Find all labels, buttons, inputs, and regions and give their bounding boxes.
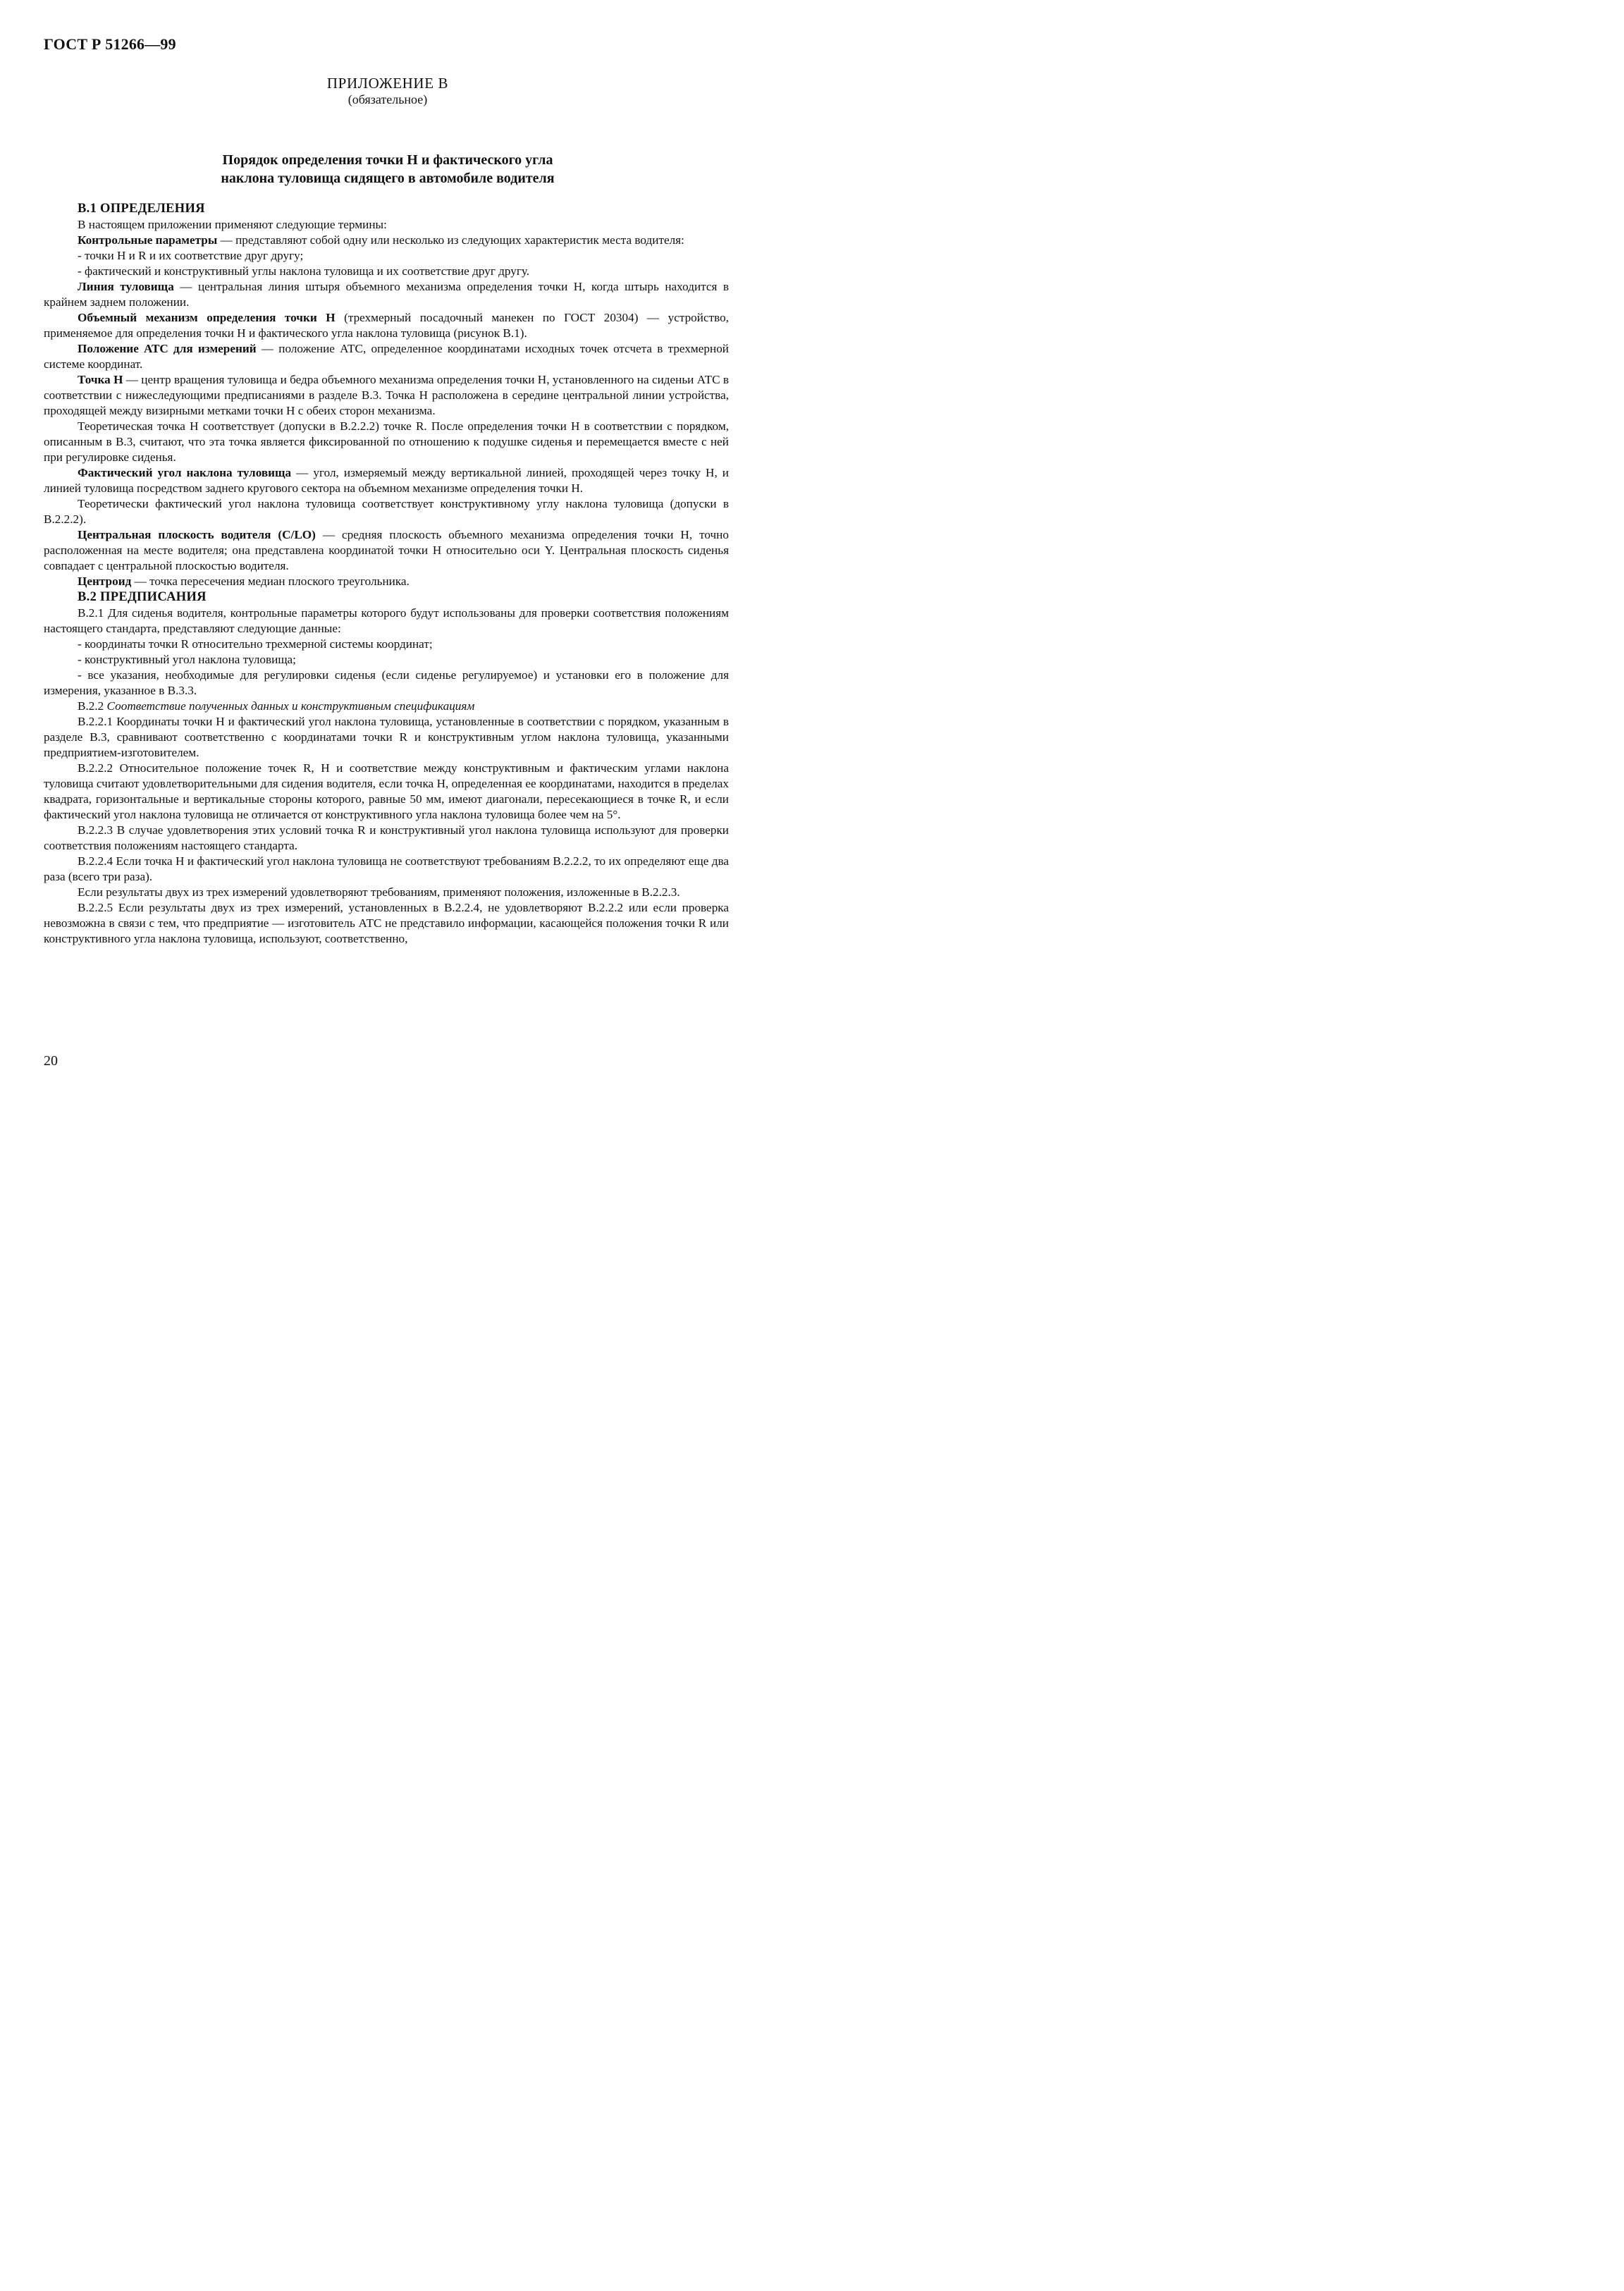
paragraph-b224-cont: Если результаты двух из трех измерений удовлетворяют требованиям, применяют положения, изложенные в В.2.2.3.	[78, 885, 680, 899]
document-title-line-1: Порядок определения точки Н и фактического угла	[222, 152, 553, 168]
definition-central-plane	[44, 527, 729, 574]
annex-title: ПРИЛОЖЕНИЕ В	[326, 75, 449, 92]
paragraph-b223: В.2.2.3 В случае удовлетворения этих условий точка R и конструктивный угол наклона туловища используют для проверки соответствия положениям настоящего стандарта.	[44, 823, 729, 852]
definition-centroid	[44, 574, 729, 589]
term-actual-angle: Фактический угол наклона туловища	[78, 466, 292, 479]
definition-text: — угол, измеряемый между вертикальной линией, проходящей через точку Н, и линией туловища посредством заднего кругового сектора на объемном механизме определения точки Н.	[44, 466, 729, 495]
document-title	[141, 151, 634, 188]
definition-control-params	[44, 233, 729, 248]
term-torso-line: Линия туловища	[78, 280, 174, 293]
document-page	[0, 0, 775, 1104]
paragraph-theoretical-h: Теоретическая точка Н соответствует (допуски в В.2.2.2) точке R. После определения точки Н в соответствии с порядком, описанным в В.3, считают, что эта точка является фиксированной по отношению к подушке сиденья и перемещается вместе с ней при регулировке сиденья.	[44, 419, 729, 464]
annex-subtitle: (обязательное)	[347, 92, 428, 106]
term-control-params: Контрольные параметры	[78, 233, 218, 247]
definition-torso-line	[44, 279, 729, 310]
paragraph-b221: В.2.2.1 Координаты точки Н и фактический угол наклона туловища, установленные в соответствии с порядком, указанным в разделе В.3, сравнивают соответственно с координатами точки R и конструктивным углом наклона туловища, указанными предприятием-изготовителем.	[44, 715, 729, 759]
definition-point-h	[44, 372, 729, 419]
definition-text: — представляют собой одну или несколько из следующих характеристик места водителя:	[217, 233, 684, 247]
document-id: ГОСТ Р 51266—99	[44, 35, 176, 53]
paragraph-theoretical-angle: Теоретически фактический угол наклона туловища соответствует конструктивному углу наклона туловища (допуски в В.2.2.2).	[44, 497, 729, 526]
paragraph-intro: В настоящем приложении применяют следующие термины:	[78, 218, 387, 231]
list-item: - конструктивный угол наклона туловища;	[78, 653, 296, 666]
paragraph-b224: В.2.2.4 Если точка Н и фактический угол наклона туловища не соответствуют требованиям В.2.2.2, то их определяют еще два раза (всего три раза).	[44, 854, 729, 883]
term-point-h: Точка Н	[78, 373, 123, 386]
paragraph-b225: В.2.2.5 Если результаты двух из трех измерений, установленных в В.2.2.4, не удовлетворяют В.2.2.2 или если проверка невозможна в связи с тем, что предприятие — изготовитель АТС не представило информации, касающейся положения точки R или конструктивного угла наклона туловища, используют, соответственно,	[44, 901, 729, 945]
term-central-plane: Центральная плоскость водителя (C/LO)	[78, 528, 316, 541]
term-h-machine: Объемный механизм определения точки Н	[78, 311, 336, 324]
page-number: 20	[44, 1053, 58, 1069]
definition-text: — центр вращения туловища и бедра объемного механизма определения точки Н, установленного на сиденьи АТС в соответствии с нижеследующими предписаниями в разделе В.3. Точка Н расположена в середине центральной линии устройства, проходящей между визирными метками точки Н с обеих сторон механизма.	[44, 373, 730, 417]
document-body	[44, 201, 729, 947]
definition-text: (трехмерный посадочный манекен по ГОСТ 20304) — устройство, применяемое для определения точки Н и фактического угла наклона туловища (рисунок В.1).	[44, 311, 729, 340]
paragraph-b21: В.2.1 Для сиденья водителя, контрольные параметры которого будут использованы для проверки соответствия положениям настоящего стандарта, представляют следующие данные:	[44, 606, 729, 635]
paragraph-b222: В.2.2.2 Относительное положение точек R, Н и соответствие между конструктивным и фактическим углами наклона туловища считают удовлетворительными для сидения водителя, если точка Н, определенная ее координатами, находится в пределах квадрата, горизонтальные и вертикальные стороны которого, равные 50 мм, имеют диагонали, пересекающиеся в точке R, и если фактический угол наклона туловища не отличается от конструктивного угла наклона туловища более чем на 5°.	[44, 761, 729, 821]
term-measure-position: Положение АТС для измерений	[78, 342, 257, 355]
definition-actual-angle	[44, 465, 729, 496]
definition-text: — точка пересечения медиан плоского треугольника.	[131, 575, 410, 588]
document-title-line-2: наклона туловища сидящего в автомобиле водителя	[221, 171, 555, 186]
definition-h-machine	[44, 310, 729, 341]
section-heading-b2: В.2 ПРЕДПИСАНИЯ	[78, 590, 207, 604]
term-centroid: Центроид	[78, 575, 132, 588]
subsection-number: В.2.2	[78, 699, 107, 713]
definition-text: — центральная линия штыря объемного механизма определения точки Н, когда штырь находится в крайнем заднем положении.	[44, 280, 730, 309]
list-item: - все указания, необходимые для регулировки сиденья (если сиденье регулируемое) и установки его в положение для измерения, указанное в В.3.3.	[44, 668, 729, 697]
definition-text: — средняя плоскость объемного механизма определения точки Н, точно расположенная на месте водителя; она представлена координатой точки Н относительно оси Y. Центральная плоскость сиденья совпадает с центральной плоскостью водителя.	[44, 528, 729, 572]
subsection-title: Соответствие полученных данных и конструктивным спецификациям	[106, 699, 475, 713]
subsection-b22	[44, 699, 729, 714]
section-heading-b1: В.1 ОПРЕДЕЛЕНИЯ	[78, 202, 205, 216]
list-item: - фактический и конструктивный углы наклона туловища и их соответствие друг другу.	[78, 264, 530, 278]
definition-text: — положение АТС, определенное координатами исходных точек отсчета в трехмерной системе координат.	[44, 342, 729, 371]
list-item: - координаты точки R относительно трехмерной системы координат;	[78, 637, 433, 651]
definition-measure-position	[44, 341, 729, 372]
list-item: - точки Н и R и их соответствие друг другу;	[78, 249, 304, 262]
